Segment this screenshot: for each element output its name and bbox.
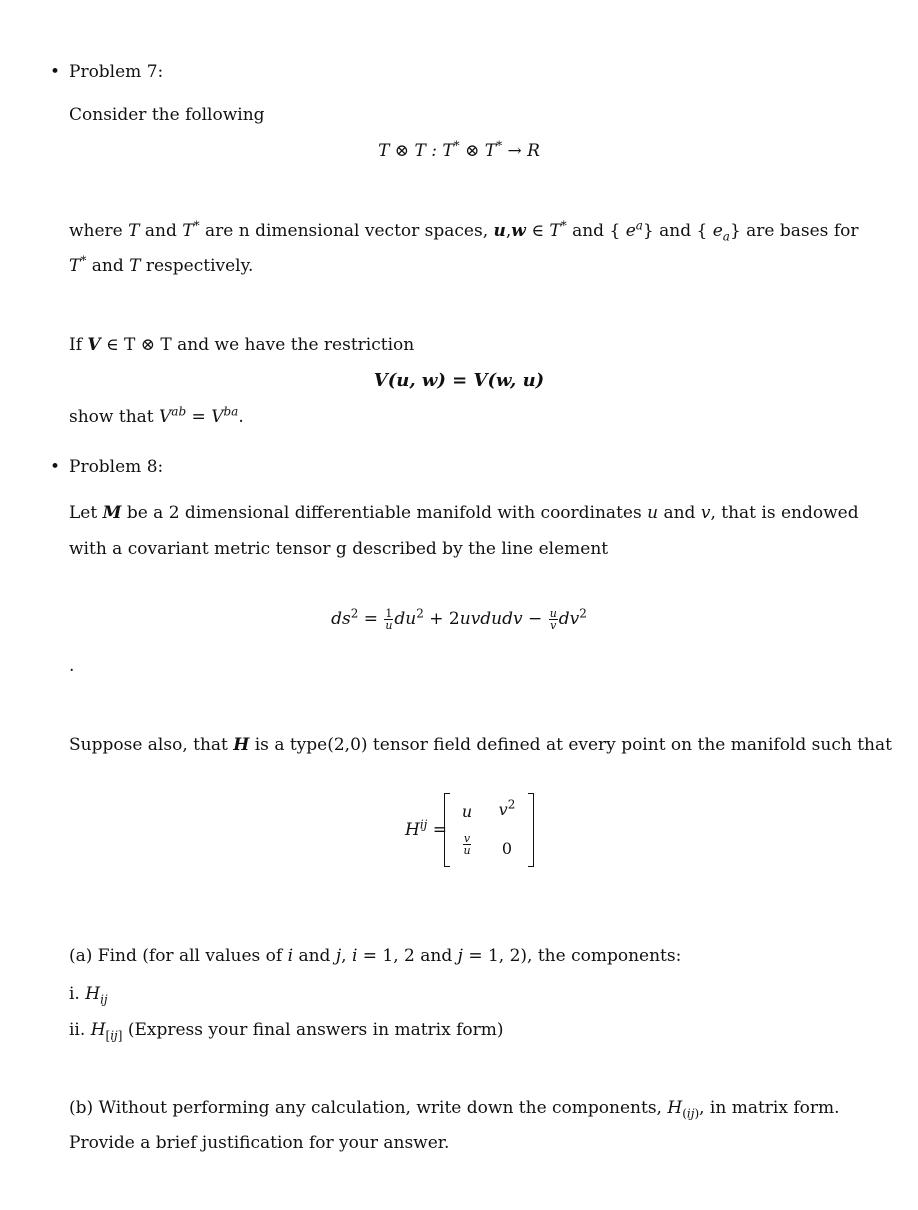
matrix-lhs: $H^{ij}$ =: [405, 817, 448, 840]
eq-lhs: T ⊗ T : T: [378, 141, 454, 161]
dot-line: .: [69, 656, 75, 676]
text: ii.: [69, 1020, 91, 1040]
matrix-cell-22: 0: [501, 839, 513, 858]
manifold-symbol: M: [102, 503, 122, 523]
show-line: show that $V^{ab} = V^{ba}$.: [69, 404, 244, 427]
matrix-cell-11: u: [461, 802, 473, 821]
text: and {: [566, 221, 626, 241]
part-a-i: i. $H_{ij}$: [69, 984, 108, 1007]
problem-8-heading: Problem 8:: [69, 457, 164, 477]
part-a-line: (a) Find (for all values of i and j, i = 1, 2 and j = 1, 2), the components:: [69, 946, 682, 966]
text: If: [69, 335, 88, 355]
text: ∈: [525, 221, 550, 241]
restriction-equation: V(u, w) = V(w, u): [373, 370, 545, 391]
equation-tensor-map: [0, 140, 918, 162]
where-line: where T and T* are n dimensional vector spaces, u,w ∈ T* and { $e^a$} and { $e_a$} are bases for: [69, 218, 859, 244]
line-element-equation: $ds^2$ = $\frac{1}{u}$ $du^2$ + 2uvdudv − $\frac{u}{v}$ $dv^2$: [331, 606, 587, 632]
star: *: [453, 138, 460, 153]
matrix-cell-12: $v^2$: [498, 797, 516, 819]
bullet-dot: •: [50, 62, 61, 82]
text: .: [238, 407, 244, 427]
text: respectively.: [140, 256, 254, 276]
suppose-line: [69, 734, 892, 756]
text: ∈ T ⊗ T and we have the restriction: [100, 335, 415, 355]
text: and: [86, 256, 130, 276]
matrix-H: [444, 793, 534, 867]
text: be a 2 dimensional differentiable manifold with coordinates: [121, 503, 648, 523]
part-a-ii: ii. $H_{[ij]}$ (Express your final answers in matrix form): [69, 1020, 504, 1043]
text: show that: [69, 407, 160, 427]
matrix-cell-21: $\frac{v}{u}$: [463, 832, 471, 857]
eq-rhs: → R: [502, 141, 540, 161]
text: are n dimensional vector spaces,: [199, 221, 494, 241]
text: , that is endowed: [710, 503, 859, 523]
text: } are bases for: [729, 221, 859, 241]
text: Let: [69, 503, 103, 523]
left-bracket: [444, 793, 450, 867]
text: and: [139, 221, 183, 241]
metric-line: with a covariant metric tensor g described by the line element: [69, 539, 609, 559]
problem-7-intro: Consider the following: [69, 105, 265, 125]
part-b-line-2: Provide a brief justification for your answer.: [69, 1133, 450, 1153]
text: } and {: [642, 221, 713, 241]
text: and: [658, 503, 701, 523]
part-b-line-1: (b) Without performing any calculation, write down the components, $H_{(ij)}$, in matrix form.: [69, 1098, 840, 1121]
problem-7-heading: Problem 7:: [69, 62, 164, 82]
tensor-symbol: H: [233, 735, 250, 755]
text: i.: [69, 984, 86, 1004]
where-line-2: T* and T respectively.: [69, 253, 254, 276]
bullet-dot: •: [50, 457, 61, 477]
text: is a type(2,0) tensor field defined at every point on the manifold such that: [249, 735, 892, 755]
text: Suppose also, that: [69, 735, 234, 755]
text: where: [69, 221, 129, 241]
right-bracket: [528, 793, 534, 867]
text: (Express your final answers in matrix form): [122, 1020, 504, 1040]
let-line: Let M be a 2 dimensional differentiable manifold with coordinates u and v, that is endowed: [69, 503, 859, 523]
star: *: [496, 138, 503, 153]
if-line: If V ∈ T ⊗ T and we have the restriction: [69, 335, 415, 355]
eq-mid: ⊗ T: [459, 141, 497, 161]
